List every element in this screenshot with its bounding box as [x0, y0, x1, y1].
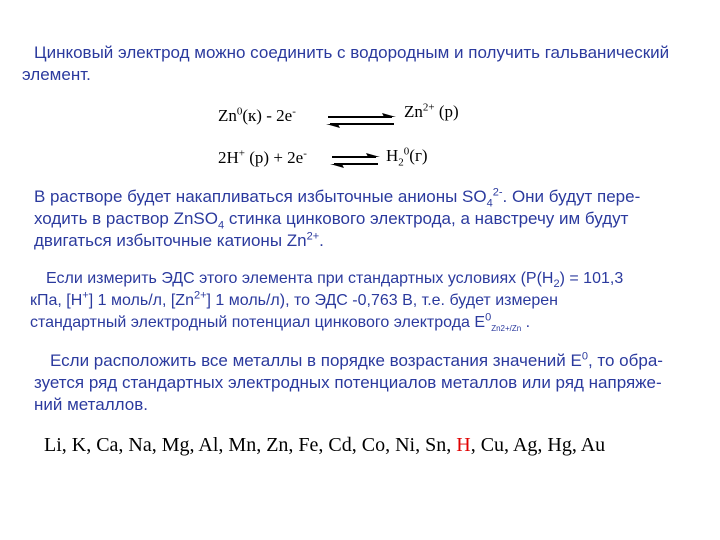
intro-paragraph-end [22, 64, 91, 86]
hydrogen-highlight: H [456, 434, 471, 456]
paragraph-series-line-3: ний металлов. [34, 395, 148, 414]
equation-zn-right: $Zn^{2+}$ (р) [404, 101, 459, 121]
paragraph-emf-line-1: Если измерить ЭДС этого элемента при стандартных условиях ($Р(Н_2) = 101,3$ [46, 270, 624, 291]
paragraph-emf-line-2: кПа, [H+] 1 моль/л, $[Zn^{2+}]$ 1 моль/л), то ЭДС -0,763 В, т.е. будет измерен [30, 289, 559, 309]
paragraph-emf-line-3: стандартный электродный потенциал цинкового электрода $E^0_{Zn2+/Zn}$ . [30, 311, 531, 334]
metals-before-hydrogen: Li, K, Ca, Na, Mg, Al, Mn, Zn, Fe, Cd, Co, Ni, Sn, [44, 434, 457, 456]
equation-zn-left: Zn$^0$(к) - 2e- [218, 105, 296, 125]
paragraph-anions [34, 186, 640, 252]
equation-h-right: $H_2^0(г)$ [386, 145, 428, 169]
paragraph-series-line-2: зуется ряд стандартных электродных потенциалов металлов или ряд напряже- [34, 373, 662, 392]
paragraph-anions-line-3: двигаться избыточные катионы $Zn^{2+}$. [34, 230, 324, 250]
paragraph-series-line-1: Если расположить все металлы в порядке возрастания значений $E^0$, то обра- [50, 350, 663, 370]
paragraph-series [34, 350, 663, 416]
intro-line-1: Цинковый электрод можно соединить с водородным и получить гальванический [34, 43, 670, 62]
intro-paragraph [34, 42, 669, 64]
paragraph-anions-line-2: ходить в раствор ZnSO$_4$ стинка цинкового электрода, а навстречу им будут [34, 209, 629, 232]
metal-activity-series [44, 434, 605, 457]
paragraph-anions-line-1: В растворе будет накапливаться избыточные анионы $SO_4^{2-}$. Они будут пере- [34, 186, 641, 210]
metals-after-hydrogen: , Cu, Ag, Hg, Au [470, 434, 606, 456]
intro-line-2: элемент. [22, 65, 91, 84]
equilibrium-arrows-2 [330, 152, 382, 170]
equation-h-left: 2H+ (р) + 2e- [218, 147, 307, 167]
equilibrium-arrows-1 [326, 112, 398, 130]
paragraph-emf [30, 268, 623, 334]
